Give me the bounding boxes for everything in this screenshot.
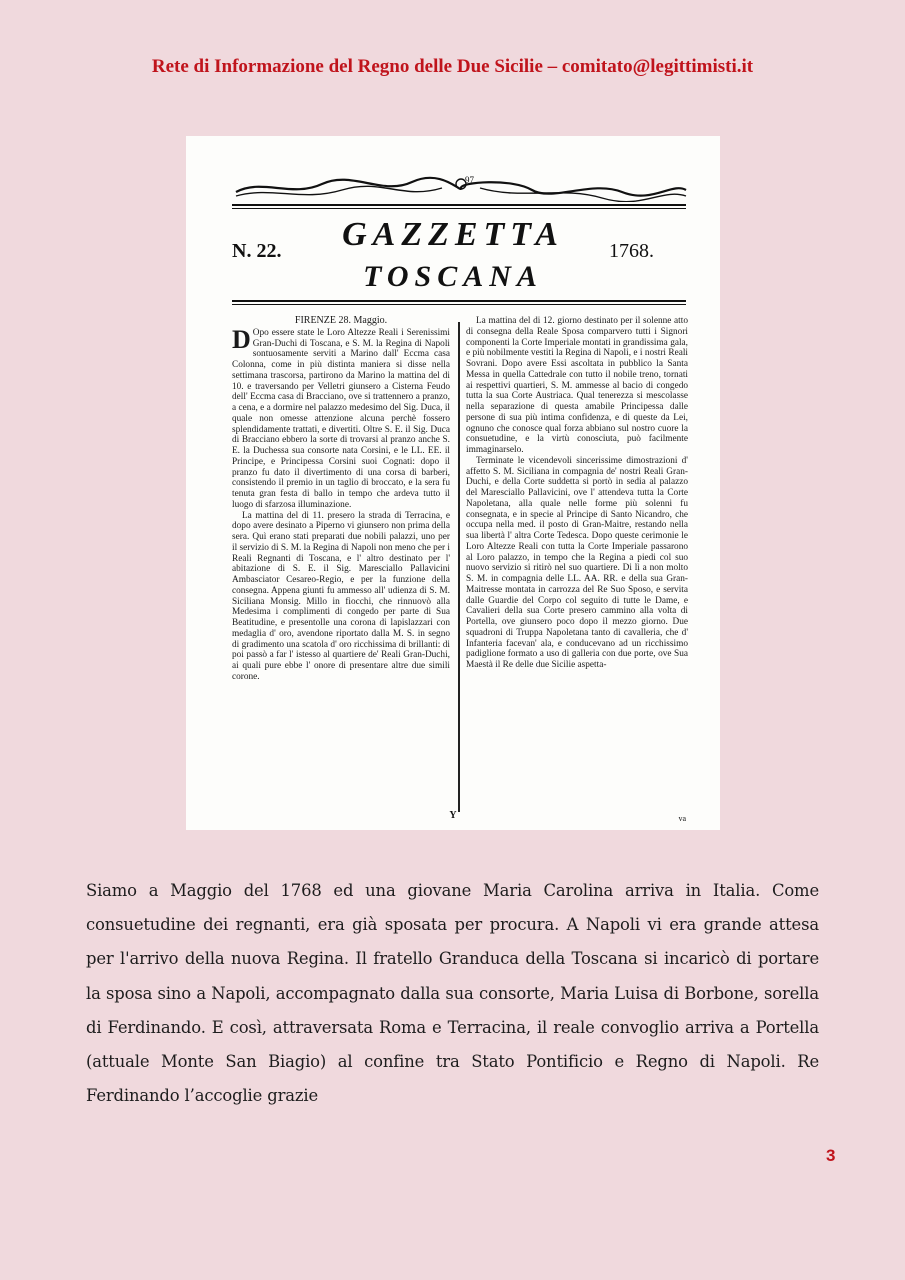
gazette-paragraph: La mattina del di 12. giorno destinato per il solenne atto di consegna della Reale Sposa comparvero tutti i Signori componenti la Corte Imperiale montati in grandissima gala, e più nobilmente vestiti la Regina di Napoli, e i nostri Reali Sovrani. Dopo avere Essi ascoltata in pubblico la Santa Messa in quella Cattedrale con tutto il nobile treno, tornati ai respettivi quartieri, S. M. ammesse al bacio di congedo tutta la sua Corte Austriaca. Qual tenerezza si mescolasse nella separazione di questa amabile Principessa dalle persone di sua più intima confidenza, e di queste da Lei, ognuno che conosce qual forza abbiano sul nostro cuore la consuetudine, e la virtù conosciuta, può facilmente immaginarselo. — [466, 316, 688, 455]
drop-cap: D — [232, 324, 251, 354]
body-paragraph: Siamo a Maggio del 1768 ed una giovane Maria Carolina arriva in Italia. Come consuetudine dei regnanti, era già sposata per procura. A Napoli vi era grande attesa per l'arrivo della nuova Regina. Il fratello Granduca della Toscana si incaricò di portare la sposa sino a Napoli, accompagnato dalla sua consorte, Maria Luisa di Borbone, sorella di Ferdinando. E così, attraversata Roma e Terracina, il reale convoglio arriva a Portella (attuale Monte San Biagio) al confine tra Stato Pontificio e Regno di Napoli. Re Ferdinando l’accoglie grazie — [86, 881, 819, 1106]
catchword: va — [678, 814, 686, 823]
gazette-title-line1: GAZZETTA — [342, 216, 564, 253]
column-divider — [458, 322, 460, 812]
gazette-title-line2: TOSCANA — [363, 260, 543, 293]
masthead-rule-top — [232, 204, 686, 206]
masthead-rule-top-thin — [232, 208, 686, 209]
gazette-column-left — [232, 316, 450, 806]
masthead-rule-bottom — [232, 300, 686, 302]
gazette-scan — [186, 136, 720, 830]
signature-mark: Y — [449, 810, 457, 821]
masthead-rule-bottom-thin — [232, 304, 686, 305]
page-number: 3 — [826, 1146, 836, 1165]
gazette-year: 1768. — [609, 240, 654, 262]
page-mark: 97 — [465, 175, 474, 185]
gazette-column-right — [466, 316, 688, 806]
gazette-number: N. 22. — [232, 240, 282, 262]
gazette-dateline: FIRENZE 28. Maggio. — [294, 316, 388, 326]
gazette-paragraph: Terminate le vicendevoli sincerissime dimostrazioni d' affetto S. M. Siciliana in compagnia de' nostri Reali Gran-Duchi, e della Corte suddetta si portò in sedia al palazzo del Maresciallo Pallavicini, ove l' attendeva tutta la Corte Napoletana, alla quale nelle forme più solenni fu consegnata, e in specie al Principe di Santo Nicandro, che occupa nella med. il posto di Gran-Maitre, restando nella sua libertà l' altra Corte Tedesca. Dopo queste cerimonie le Loro Altezze Reali con tutta la Corte Imperiale passarono al Loro palazzo, in tempo che la Regina a piedi col suo nuovo servizio si ritirò nel suo quartiere. Di lì a non molto S. M. in compagnia delle LL. AA. RR. e della sua Gran-Maitresse montata in carrozza del Re Suo Sposo, e servita dalle Guardie del Corpo col seguito di tutte le Dame, e Cavalieri della sua Corte presero cammino alla volta di Portella, ove giunsero poco dopo il mezzo giorno. Due squadroni di Truppa Napoletana tanto di cavalleria, che d' Infanteria facevan' ala, e conducevano ad un ricchissimo padiglione formato a uso di galleria con due porte, ove Sua Maestà il Re delle due Sicilie aspetta- — [466, 455, 688, 670]
page-header: Rete di Informazione del Regno delle Due Sicilie – comitato@legittimisti.it — [151, 56, 754, 77]
gazette-paragraph: Opo essere state le Loro Altezze Reali i Serenissimi Gran-Duchi di Toscana, e S. M. la Regina di Napoli sontuosamente serviti a Marino dall' Eccma casa Colonna, come in più distinta maniera si disse nella settimana trascorsa, partirono da Marino la mattina del di 10. e traversando per Velletri giunsero a Cisterna Feudo dell' Eccma casa di Bracciano, ove si trattennero a pranzo, a cena, e a dormire nel palazzo medesimo del Sig. Duca, il quale non omesse attenzione alcuna perchè fossero splendidamente trattati, e divertiti. Oltre S. E. il Sig. Duca di Bracciano ebbero la sorte di trovarsi al pranzo anche S. E. la Duchessa sua consorte nata Corsini, e le LL. EE. il Principe, e Principessa Corsini suoi Cognati: dopo il pranzo fu dato il divertimento di una corsa di barberi, consistendo il premio in un taglio di broccato, e la sera fu tenuta gran festa di ballo in tempo che ardeva tutto il luogo di sfarzosa illuminazione. — [232, 327, 450, 510]
ornament-border — [232, 174, 690, 202]
gazette-paragraph: La mattina del di 11. presero la strada di Terracina, e dopo avere desinato a Piperno vi giunsero non prima della sera. Quì erano stati preparati due nobili palazzi, uno per il servizio di S. M. la Regina di Napoli non meno che per i Reali Regnanti di Toscana, e l' altro destinato per l' abitazione di S. E. il Sig. Maresciallo Pallavicini Ambasciator Cesareo-Regio, e per la funzione della consegna. Appena giunti fu ammesso all' udienza di S. M. Siciliana Monsig. Millo in fiocchi, che rinnuovò alla Medesima i complimenti di congedo per parte di Sua Beatitudine, e presentolle una corona di lapislazzari con medaglia d' oro, avendone riportato dalla M. S. in segno di gradimento una scatola d' oro ricchissima di brillanti: di poi passò a far l' istesso al quartiere de' Reali Gran-Duchi, ai quali pure ebbe l' onore di presentare altre due simili corone. — [232, 510, 450, 682]
